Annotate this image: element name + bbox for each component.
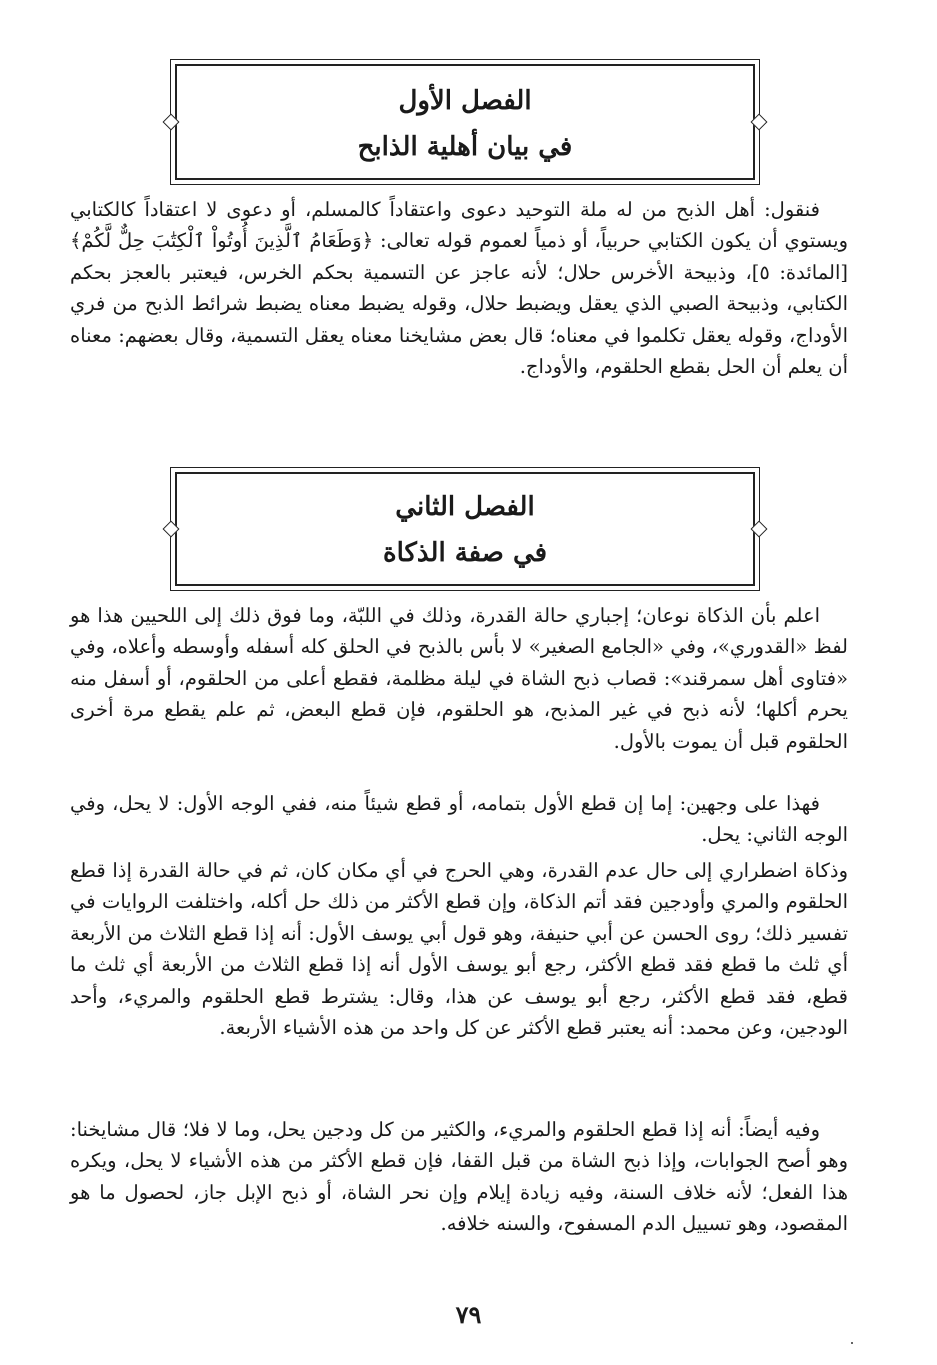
chapter-title: الفصل الثاني: [395, 492, 535, 522]
chapter-subtitle: في صفة الذكاة: [382, 538, 548, 568]
paragraph-4: وذكاة اضطراري إلى حال عدم القدرة، وهي الحرج في أي مكان كان، ثم في حالة القدرة إذا قطع الحلقوم والمري وأودجين فقد أتم الذكاة، وإن قطع الأكثر من ذلك حل أكله، واختلفت الروايات في تفسير ذلك؛ روى الحسن عن أبي حنيفة، وهو قول أبي يوسف الأول: أنه إذا قطع الثلاث من الأربعة أي ثلث ما قطع فقد قطع الأكثر، رجع أبو يوسف الأول أنه إذا قطع الثلاث من الأربعة أي ثلث ما قطع، فقد قطع الأكثر، رجع أبو يوسف عن هذا، وقال: يشترط قطع الحلقوم والمريء، وأحد الودجين، وعن محمد: أنه يعتبر قطع الأكثر عن كل واحد من هذه الأشياء الأربعة.: [70, 859, 848, 1040]
chapter-title-frame-2: [175, 472, 755, 586]
chapter-title-frame-1: [175, 64, 755, 180]
paragraph-2: اعلم بأن الذكاة نوعان؛ إجباري حالة القدرة، وذلك في اللبّة، وما فوق ذلك إلى اللحيين هذا هو لفظ «القدوري»، وفي «الجامع الصغير» لا بأس بالذبح في الحلق كله أسفله وأوسطه وأعلاه، وفي «فتاوى أهل سمرقند»: قصاب ذبح الشاة في ليلة مظلمة، فقطع أعلى من الحلقوم، أو أسفل منه يحرم أكلها؛ لأنه ذبح في غير المذبح، هو الحلقوم، فإن قطع البعض، ثم علم يقطع مرة أخرى الحلقوم قبل أن يموت بالأول.: [70, 604, 848, 753]
paragraph-3: فهذا على وجهين: إما إن قطع الأول بتمامه، أو قطع شيئاً منه، ففي الوجه الأول: لا يحل، وفي الوجه الثاني: يحل.: [70, 792, 848, 847]
page-number: ٧٩: [455, 1300, 482, 1329]
scan-speck: [851, 1342, 853, 1344]
paragraph-1: فنقول: أهل الذبح من له ملة التوحيد دعوى واعتقاداً كالمسلم، أو دعوى لا اعتقاداً كالكتابي ويستوي أن يكون الكتابي حربياً، أو ذمياً لعموم قوله تعالى: ﴿وَطَعَامُ ٱلَّذِينَ أُوتُواْ ٱلْكِتَٰبَ حِلٌّ لَّكُمْ﴾ [المائدة: ٥]، وذبيحة الأخرس حلال؛ لأنه عاجز عن التسمية بحكم الخرس، فيعتبر بالعجز بحكم الكتابي، وذبيحة الصبي الذي يعقل ويضبط حلال، وقوله يضبط معناه يضبط شرائط الذبح من فري الأوداج، وقوله يعقل تكلموا في معناه؛ قال بعض مشايخنا معناه يعقل التسمية، وقال بعضهم: معناه أن يعلم أن الحل بقطع الحلقوم، والأوداج.: [70, 198, 848, 379]
chapter-subtitle: في بيان أهلية الذابح: [357, 132, 573, 162]
chapter-title: الفصل الأول: [398, 86, 532, 116]
paragraph-5: وفيه أيضاً: أنه إذا قطع الحلقوم والمريء، والكثير من كل ودجين يحل، وما لا فلا؛ قال مشايخنا: وهو أصح الجوابات، وإذا ذبح الشاة من قبل القفا، فإن قطع الأكثر من هذه الأشياء لا يحل، ويكره هذا الفعل؛ لأنه خلاف السنة، وفيه زيادة إيلام وإن نحر الشاة، أو ذبح الإبل جاز، لحصول ما هو المقصود، وهو تسييل الدم المسفوح، والسنه خلافه.: [70, 1118, 848, 1236]
